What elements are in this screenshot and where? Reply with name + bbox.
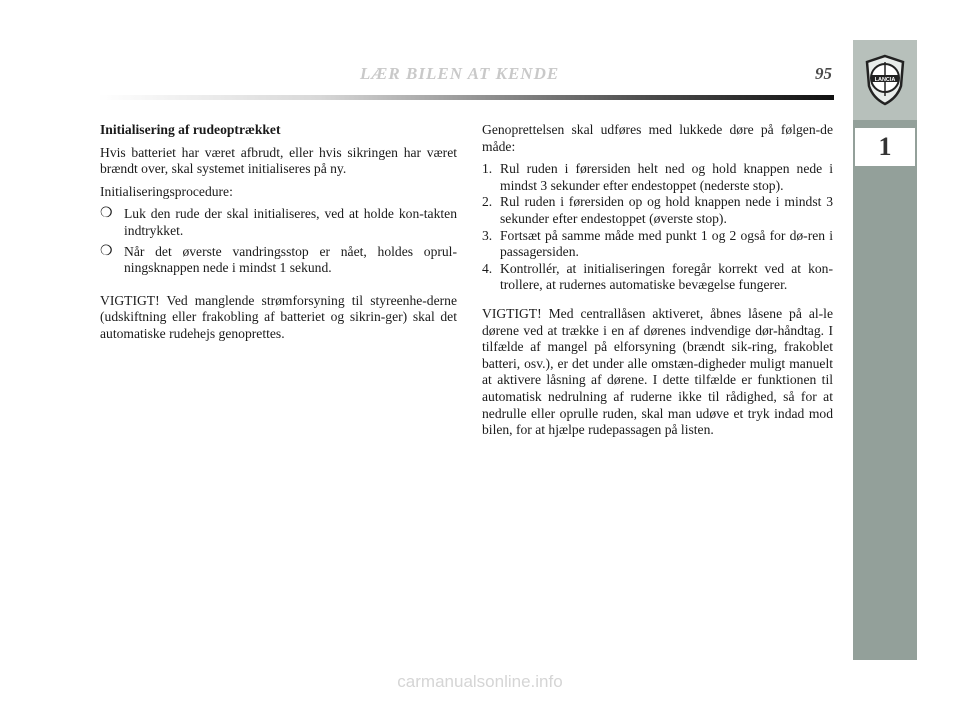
watermark: carmanualsonline.info: [397, 672, 563, 691]
page-number: 95: [815, 64, 832, 83]
list-item: [482, 194, 833, 227]
list-item: [482, 261, 833, 294]
restore-intro: Genoprettelsen skal udføres med lukkede døre på følgen-de måde:: [482, 122, 833, 154]
section-title: Initialisering af rudeoptrækket: [100, 122, 281, 137]
list-item: [482, 228, 833, 261]
list-item-text: Når det øverste vandringsstop er nået, holdes oprul-ningsknappen nede i mindst 1 sekund.: [124, 243, 457, 276]
page-header: [100, 62, 832, 86]
step-text: Rul ruden i førersiden op og hold knappen nede i mindst 3 sekunder efter endestoppet (øverste stop).: [500, 194, 833, 226]
chapter-number: 1: [853, 126, 917, 168]
header-title: LÆR BILEN AT KENDE: [360, 64, 560, 83]
important-note: VIGTIGT! Med centrallåsen aktiveret, åbnes låsene på al-le dørene ved at trække i en af dørenes indvendige dør-håndtag. I tilfælde af mangel på elforsyning (brændt sik-ring, frakoblet batteri, osv.), er det under alle omstæn-digheder muligt manuelt at aktivere låsning af dørene. I dette tilfælde er funktionen til automatisk nedrulning af ruderne ikke til rådighed, så for at nedrulle eller oprulle ruden, skal man udøve et tryk indad mod bilen, for at hjælpe rudepassagen på listen.: [482, 305, 833, 438]
list-item: [100, 244, 457, 277]
step-number: 4.: [482, 260, 493, 276]
step-number: 1.: [482, 161, 493, 177]
step-text: Fortsæt på samme måde med punkt 1 og 2 også for dø-ren i passagersiden.: [500, 227, 833, 260]
header-rule: [98, 95, 834, 100]
important-note: VIGTIGT! Ved manglende strømforsyning til styreenhe-derne (udskiftning eller frakobling af batteriet og sikrin-ger) skal det automatiske rudehejs genoprettes.: [100, 292, 457, 341]
list-item-text: Luk den rude der skal initialiseres, ved at holde kon-takten indtrykket.: [124, 206, 457, 238]
right-column: [482, 122, 833, 445]
step-number: 3.: [482, 227, 493, 243]
logo-box: [853, 40, 917, 120]
chapter-side-tab: [853, 40, 917, 660]
step-text: Kontrollér, at initialiseringen foregår korrekt ved at kon-trollere, at rudernes automatiske bevægelse fungerer.: [500, 260, 833, 293]
step-text: Rul ruden i førersiden helt ned og hold knappen nede i mindst 3 sekunder efter endestoppet (nederste stop).: [500, 161, 833, 193]
logo-text: LANCIA: [874, 77, 896, 83]
left-column: [100, 122, 457, 349]
step-number: 2.: [482, 194, 493, 210]
intro-paragraph: Hvis batteriet har været afbrudt, eller hvis sikringen har været brændt over, skal systemet initialiseres på ny.: [100, 144, 457, 177]
list-item: [100, 206, 457, 239]
list-item: [482, 161, 833, 194]
procedure-label: Initialiseringsprocedure:: [100, 183, 233, 199]
bullet-circle-icon: ❍: [100, 206, 113, 222]
lancia-logo-icon: [863, 54, 907, 106]
bullet-circle-icon: ❍: [100, 243, 113, 259]
